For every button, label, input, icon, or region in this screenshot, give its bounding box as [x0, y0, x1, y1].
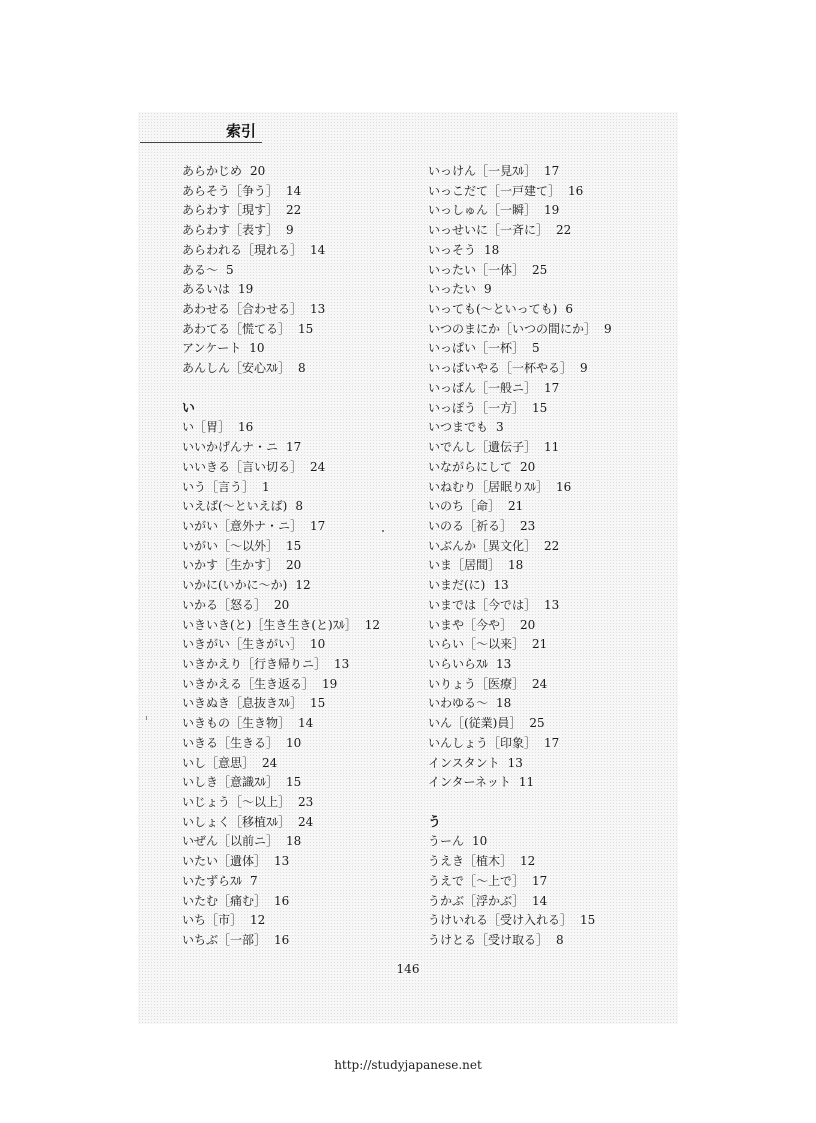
index-term: いっしゅん［一瞬］ — [428, 203, 537, 218]
index-entry — [428, 616, 664, 636]
index-entry — [182, 438, 418, 458]
index-page-ref: 20 — [520, 459, 536, 474]
index-entry — [428, 714, 664, 734]
index-term: い［胃］ — [182, 420, 231, 435]
index-term: うえで［～上で］ — [428, 873, 525, 888]
index-entry — [182, 241, 418, 261]
index-entry — [182, 300, 418, 320]
index-entry — [428, 635, 664, 655]
index-term: いたずらｽﾙ — [182, 873, 243, 888]
index-term: あわてる［慌てる］ — [182, 321, 291, 336]
index-term: うかぶ［浮かぶ］ — [428, 893, 525, 908]
index-entry — [428, 576, 664, 596]
index-entry — [428, 320, 664, 340]
index-entry — [428, 438, 664, 458]
index-page-ref: 17 — [544, 380, 560, 395]
index-term: いぶんか［異文化］ — [428, 538, 537, 553]
index-page-ref: 7 — [250, 873, 258, 888]
section-gap — [182, 379, 418, 399]
index-page-ref: 24 — [310, 459, 326, 474]
index-term: いいかげんナ・ニ — [182, 440, 279, 455]
section-heading-i: い — [182, 400, 196, 416]
index-entry — [428, 458, 664, 478]
index-page-ref: 15 — [298, 321, 314, 336]
index-term: いったい — [428, 282, 477, 297]
index-page-ref: 20 — [274, 597, 290, 612]
index-page-ref: 12 — [364, 617, 381, 632]
index-entry — [428, 339, 664, 359]
index-page-ref: 14 — [286, 183, 302, 198]
index-page-ref: 9 — [484, 282, 492, 297]
index-column-left — [182, 162, 418, 951]
index-page-ref: 21 — [532, 637, 548, 652]
index-page-ref: 17 — [532, 873, 548, 888]
index-page-ref: 20 — [520, 617, 536, 632]
index-term: いきもの［生き物］ — [182, 716, 291, 731]
index-entry — [182, 675, 418, 695]
index-term: いいきる［言い切る］ — [182, 459, 303, 474]
index-term: いっぱい［一杯］ — [428, 341, 525, 356]
index-term: いち［市］ — [182, 913, 243, 928]
index-term: いでんし［遺伝子］ — [428, 440, 537, 455]
index-term: ある～ — [182, 262, 219, 277]
index-entry — [428, 478, 664, 498]
index-entry — [182, 320, 418, 340]
index-term: インスタント — [428, 755, 500, 770]
index-term: いがい［意外ナ・ニ］ — [182, 518, 303, 533]
index-term: いかす［生かす］ — [182, 558, 279, 573]
index-entry — [182, 182, 418, 202]
index-page-ref: 10 — [472, 834, 488, 849]
index-term: いま［居間］ — [428, 558, 501, 573]
index-page-ref: 18 — [508, 558, 524, 573]
index-term: いわゆる～ — [428, 696, 489, 711]
index-page-ref: 23 — [520, 518, 536, 533]
index-entry — [428, 517, 664, 537]
index-term: いまだ(に) — [428, 578, 486, 593]
index-entry — [428, 655, 664, 675]
index-page-ref: 15 — [286, 775, 302, 790]
index-term: いし［意思］ — [182, 755, 255, 770]
index-entry — [182, 201, 418, 221]
index-page-ref: 13 — [274, 854, 290, 869]
index-entry — [428, 280, 664, 300]
index-page-ref: 11 — [544, 440, 560, 455]
index-entry — [182, 221, 418, 241]
page-number: 146 — [396, 962, 420, 976]
index-entry — [182, 517, 418, 537]
index-term: いりょう［医療］ — [428, 676, 525, 691]
index-entry — [428, 892, 664, 912]
index-entry — [182, 616, 418, 636]
footer-url: http://studyjapanese.net — [334, 1058, 482, 1072]
index-entry — [182, 576, 418, 596]
index-term: いっこだて［一戸建て］ — [428, 183, 561, 198]
index-page-ref: 5 — [532, 341, 540, 356]
index-term: いっぱいやる［一杯やる］ — [428, 361, 573, 376]
page-title: 索引 — [226, 122, 257, 140]
index-entry — [182, 714, 418, 734]
index-term: あらわす［現す］ — [182, 203, 279, 218]
index-page-ref: 5 — [226, 262, 234, 277]
index-page-ref: 16 — [274, 893, 290, 908]
index-entry — [182, 852, 418, 872]
index-entry — [428, 734, 664, 754]
index-entry — [428, 497, 664, 517]
index-term: インターネット — [428, 775, 511, 790]
index-entry — [428, 418, 664, 438]
index-page-ref: 1 — [262, 479, 270, 494]
index-page-ref: 18 — [286, 834, 302, 849]
index-page-ref: 12 — [520, 854, 536, 869]
index-page-ref: 22 — [286, 203, 302, 218]
index-term: いしき［意識ｽﾙ］ — [182, 775, 279, 790]
index-term: いかに(いかに～か) — [182, 578, 288, 593]
index-entry — [182, 813, 418, 833]
index-term: いまでは［今では］ — [428, 597, 537, 612]
index-entry — [428, 300, 664, 320]
index-page-ref: 22 — [556, 223, 572, 238]
index-term: いきかえり［行き帰りニ］ — [182, 656, 327, 671]
index-entry — [182, 162, 418, 182]
index-page-ref: 20 — [286, 558, 302, 573]
index-page-ref: 23 — [298, 795, 314, 809]
index-term: あらわす［表す］ — [182, 223, 279, 238]
index-entry — [428, 596, 664, 616]
index-page-ref: 19 — [322, 676, 338, 691]
index-entry — [182, 911, 418, 931]
index-page-ref: 25 — [529, 716, 545, 731]
index-entry — [182, 793, 418, 813]
index-page-ref: 20 — [250, 164, 266, 178]
index-entry — [182, 478, 418, 498]
index-page-ref: 19 — [544, 203, 560, 218]
index-entry — [428, 162, 664, 182]
index-term: いう［言う］ — [182, 479, 255, 494]
index-term: いまや［今や］ — [428, 617, 513, 632]
index-page-ref: 6 — [565, 302, 574, 317]
index-entry — [182, 359, 418, 379]
section-heading-u: う — [428, 814, 442, 830]
index-page-ref: 18 — [484, 242, 500, 257]
index-term: いのる［祈る］ — [428, 518, 513, 533]
index-term: いねむり［居眠りｽﾙ］ — [428, 479, 549, 494]
index-entry — [182, 694, 418, 714]
index-page-ref: 8 — [556, 933, 564, 948]
index-page-ref: 15 — [286, 538, 302, 553]
index-page-ref: 17 — [544, 735, 560, 750]
index-page-ref: 11 — [518, 775, 535, 790]
index-page-ref: 25 — [532, 262, 548, 277]
index-page-ref: 16 — [274, 933, 290, 948]
index-page-ref: 16 — [556, 479, 572, 494]
index-entry — [182, 497, 418, 517]
index-term: いきる［生きる］ — [182, 735, 279, 750]
index-term: いっそう — [428, 242, 477, 257]
index-entry — [428, 182, 664, 202]
index-term: あるいは — [182, 282, 231, 297]
index-page-ref: 16 — [568, 183, 584, 198]
index-entry — [182, 655, 418, 675]
index-page-ref: 24 — [532, 676, 548, 691]
index-entry — [428, 399, 664, 419]
index-entry — [182, 458, 418, 478]
index-term: うえき［植木］ — [428, 854, 513, 869]
index-term: いったい［一体］ — [428, 262, 525, 277]
index-entry — [428, 832, 664, 852]
index-page-ref: 9 — [286, 223, 294, 238]
index-page-ref: 15 — [580, 913, 596, 928]
index-entry — [182, 754, 418, 774]
index-page-ref: 19 — [238, 282, 254, 297]
section-gap — [428, 793, 664, 813]
index-term: いがい［～以外］ — [182, 538, 279, 553]
index-page-ref: 24 — [262, 755, 278, 770]
index-term: いえば(～といえば) — [182, 499, 288, 514]
index-page-ref: 10 — [286, 735, 302, 750]
index-entry — [182, 596, 418, 616]
index-page-ref: 14 — [310, 242, 326, 257]
index-term: いたい［遺体］ — [182, 854, 267, 869]
index-term: いつまでも — [428, 420, 489, 435]
index-page-ref: 13 — [493, 578, 509, 593]
index-page-ref: 12 — [295, 578, 311, 593]
index-page-ref: 24 — [298, 814, 314, 829]
index-page-ref: 8 — [298, 361, 306, 376]
index-entry — [428, 754, 664, 774]
index-entry — [182, 931, 418, 951]
index-page-ref: 13 — [507, 755, 523, 770]
index-page-ref: 13 — [496, 656, 512, 671]
index-term: あらそう［争う］ — [182, 183, 279, 198]
index-term: いのち［命］ — [428, 499, 501, 514]
index-entry — [182, 537, 418, 557]
index-term: あわせる［合わせる］ — [182, 302, 303, 317]
index-entry — [182, 734, 418, 754]
index-entry — [182, 635, 418, 655]
index-page-ref: 13 — [310, 302, 326, 317]
index-page-ref: 17 — [310, 518, 326, 533]
index-page-ref: 10 — [249, 341, 265, 356]
index-term: あらわれる［現れる］ — [182, 242, 303, 257]
index-page-ref: 17 — [544, 164, 560, 178]
index-term: いじょう［～以上］ — [182, 795, 291, 809]
index-entry — [428, 556, 664, 576]
index-term: いっぱん［一般ニ］ — [428, 380, 537, 395]
index-page-ref: 8 — [295, 499, 304, 514]
index-term: いっぽう［一方］ — [428, 400, 525, 415]
header-rule — [140, 142, 262, 143]
entry-group-a — [182, 162, 418, 379]
index-term: いつのまにか［いつの間にか］ — [428, 321, 597, 336]
index-entry — [428, 872, 664, 892]
index-entry — [428, 359, 664, 379]
index-page-ref: 15 — [310, 696, 326, 711]
index-term: あらかじめ — [182, 164, 243, 178]
index-term: いながらにして — [428, 459, 513, 474]
index-entry — [428, 852, 664, 872]
index-entry — [428, 694, 664, 714]
index-term: いたむ［痛む］ — [182, 893, 267, 908]
index-page-ref: 9 — [580, 361, 588, 376]
index-page-ref: 18 — [496, 696, 512, 711]
index-page-ref: 13 — [544, 597, 560, 612]
index-term: いらいらｽﾙ — [428, 656, 489, 671]
index-entry — [182, 280, 418, 300]
index-term: いかる［怒る］ — [182, 597, 267, 612]
index-entry — [182, 872, 418, 892]
index-page-ref: 21 — [508, 499, 524, 514]
index-entry — [428, 537, 664, 557]
index-entry — [428, 261, 664, 281]
index-term: アンケート — [182, 341, 242, 356]
index-entry — [182, 556, 418, 576]
index-entry — [428, 675, 664, 695]
index-entry — [428, 201, 664, 221]
entry-group-u — [428, 832, 664, 950]
index-term: いぜん［以前ニ］ — [182, 834, 279, 849]
index-page-ref: 22 — [544, 538, 560, 553]
index-page-ref: 9 — [604, 321, 612, 336]
index-entry — [182, 418, 418, 438]
index-page-ref: 17 — [286, 440, 302, 455]
index-term: いっけん［一見ｽﾙ］ — [428, 164, 537, 178]
index-term: いちぶ［一部］ — [182, 933, 267, 948]
index-term: いきかえる［生き返る］ — [182, 676, 315, 691]
index-term: あんしん［安心ｽﾙ］ — [182, 361, 291, 376]
index-page-ref: 10 — [310, 637, 326, 652]
index-entry — [182, 892, 418, 912]
index-term: うーん — [428, 834, 465, 849]
index-term: いんしょう［印象］ — [428, 735, 537, 750]
index-column-right — [428, 162, 664, 951]
index-term: うけいれる［受け入れる］ — [428, 913, 573, 928]
index-page-ref: 14 — [298, 716, 314, 731]
index-term: いっても(～といっても) — [428, 302, 558, 317]
index-page-ref: 12 — [250, 913, 266, 928]
index-page-ref: 13 — [334, 656, 350, 671]
index-page-ref: 16 — [238, 420, 254, 435]
index-term: うけとる［受け取る］ — [428, 933, 549, 948]
index-entry — [182, 339, 418, 359]
index-page-ref: 14 — [532, 893, 548, 908]
entry-group-i — [182, 418, 418, 950]
index-page-ref: 15 — [532, 400, 548, 415]
index-entry — [428, 931, 664, 951]
index-term: いっせいに［一斉に］ — [428, 223, 549, 238]
index-term: いん［(従業)員］ — [428, 716, 522, 731]
index-entry — [428, 379, 664, 399]
index-entry — [182, 773, 418, 793]
index-term: いきがい［生きがい］ — [182, 637, 303, 652]
index-entry — [428, 221, 664, 241]
index-term: いらい［～以来］ — [428, 637, 525, 652]
index-term: いしょく［移植ｽﾙ］ — [182, 814, 291, 829]
index-term: いきぬき［息抜きｽﾙ］ — [182, 696, 303, 711]
scan-speck — [146, 716, 147, 720]
index-entry — [182, 261, 418, 281]
index-entry — [182, 832, 418, 852]
index-entry — [428, 773, 664, 793]
index-entry — [428, 911, 664, 931]
index-term: いきいき(と)［生き生き(と)ｽﾙ］ — [182, 617, 357, 632]
index-page-ref: 3 — [496, 420, 504, 435]
entry-group-i-cont — [428, 162, 664, 793]
index-entry — [428, 241, 664, 261]
